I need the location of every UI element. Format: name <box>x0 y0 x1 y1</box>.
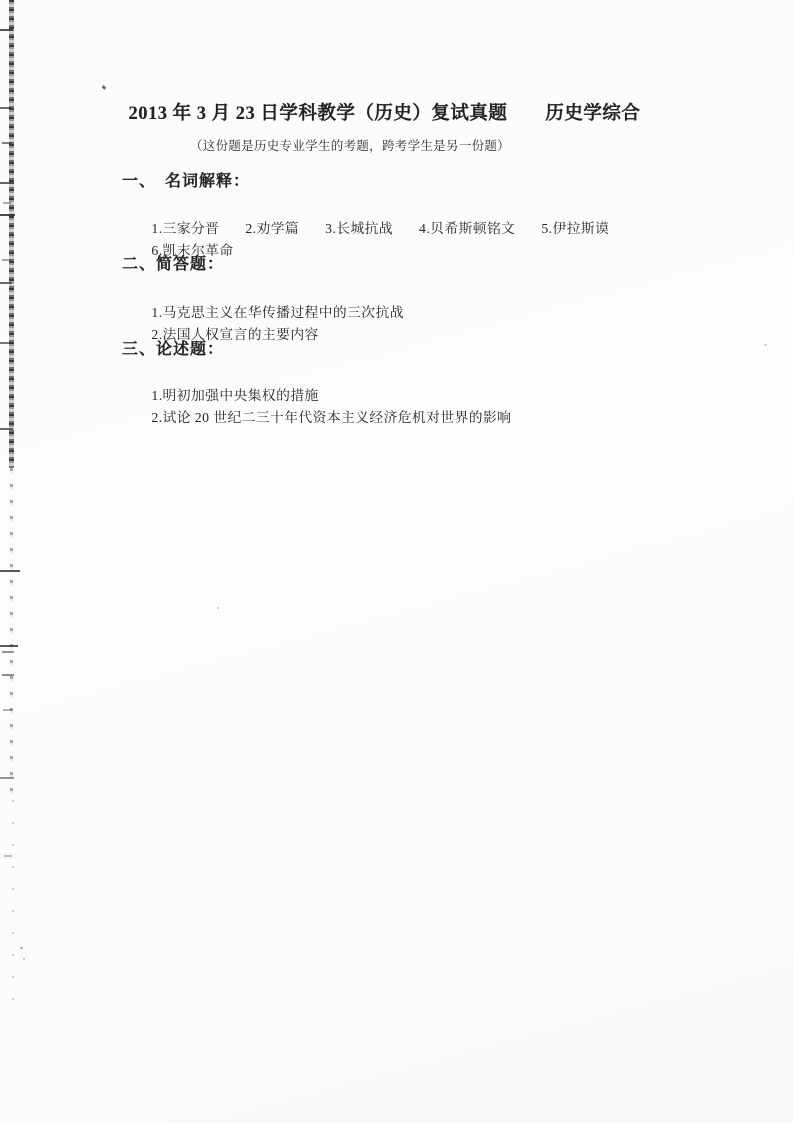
question-item: 2.劝学篇 <box>245 221 300 236</box>
scan-tick <box>0 214 15 216</box>
document-subtitle: （这份题是历史专业学生的考题，跨考学生是另一份题） <box>189 139 510 153</box>
question-row <box>136 390 511 442</box>
scan-tick <box>0 29 13 31</box>
scan-binding-edge <box>9 0 14 468</box>
scan-tick <box>0 342 12 344</box>
scan-tick <box>2 651 14 653</box>
scan-speck <box>217 607 219 609</box>
section-heading-terms: 一、 名词解释： <box>122 173 251 190</box>
scan-binding-edge-faded <box>10 468 13 800</box>
scan-tick <box>0 182 14 184</box>
scan-tick <box>3 202 11 204</box>
scan-tick <box>0 645 18 647</box>
scan-speck <box>764 344 767 346</box>
scan-speck <box>23 958 25 960</box>
scan-tick <box>2 142 12 144</box>
question-item: 2.试论 20 世纪二三十年代资本主义经济危机对世界的影响 <box>151 410 512 425</box>
scan-speck <box>20 947 23 949</box>
scan-speck <box>102 85 107 90</box>
question-item: 2.法国人权宣言的主要内容 <box>151 327 319 342</box>
scan-tick <box>3 709 12 711</box>
section-heading-short-answer: 二、简答题： <box>122 256 225 273</box>
section-heading-essay: 三、论述题： <box>122 341 225 358</box>
scan-tick <box>2 259 11 261</box>
scan-tick <box>4 855 12 857</box>
question-item: 6.凯末尔革命 <box>151 243 234 258</box>
document-title: 2013 年 3 月 23 日学科教学（历史）复试真题 历史学综合 <box>128 104 641 124</box>
question-item: 1.三家分晋 <box>151 221 220 236</box>
scan-tick <box>2 674 14 676</box>
scan-tick <box>0 570 20 572</box>
question-item: 1.明初加强中央集权的措施 <box>151 388 319 403</box>
question-item: 4.贝希斯顿铭文 <box>419 221 516 236</box>
question-item: 3.长城抗战 <box>325 221 394 236</box>
scan-tick <box>0 428 13 430</box>
question-item: 5.伊拉斯谟 <box>541 221 610 236</box>
question-item: 1.马克思主义在华传播过程中的三次抗战 <box>151 305 404 320</box>
scan-tick <box>0 282 12 284</box>
scan-binding-edge-faint <box>12 800 14 1000</box>
scan-tick <box>0 107 11 109</box>
scan-tick <box>0 777 14 779</box>
